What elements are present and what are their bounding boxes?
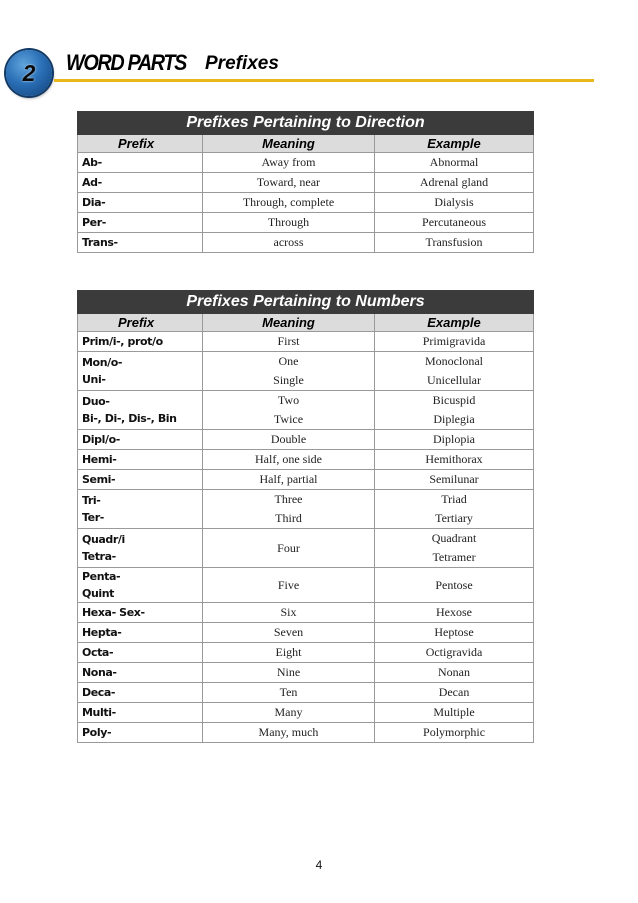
- example-cell-text: Heptose: [434, 625, 474, 639]
- example-cell-text: Quadrant: [431, 531, 477, 545]
- number-prefixes-table: [77, 290, 534, 743]
- example-cell: [375, 233, 534, 253]
- meaning-cell: [203, 723, 375, 743]
- example-cell: [375, 450, 534, 470]
- table-row: [78, 470, 534, 490]
- prefix-cell-text: Ter-: [82, 511, 104, 524]
- table-row: [78, 352, 534, 391]
- prefix-cell-text: Hemi-: [82, 453, 117, 466]
- page-number: 4: [315, 858, 323, 872]
- prefix-cell-text: Quadr/i: [82, 533, 125, 546]
- prefix-cell: [78, 529, 203, 568]
- table-row: [78, 213, 534, 233]
- example-cell: [375, 391, 534, 430]
- prefix-cell-text: Bi-, Di-, Dis-, Bin: [82, 412, 177, 425]
- example-cell-text: Tertiary: [435, 511, 473, 525]
- meaning-cell: [203, 603, 375, 623]
- column-header-example: Example: [375, 135, 534, 153]
- prefix-cell: [78, 391, 203, 430]
- prefix-cell: [78, 603, 203, 623]
- meaning-cell: [203, 352, 375, 391]
- example-cell-text: Primigravida: [422, 334, 486, 348]
- meaning-cell: [203, 643, 375, 663]
- example-cell-text: Tetramer: [432, 550, 476, 564]
- prefix-cell-text: Uni-: [82, 373, 106, 386]
- header-rule: [54, 79, 594, 82]
- chapter-badge: [6, 50, 52, 96]
- column-header-meaning: Meaning: [203, 314, 375, 332]
- prefix-cell-text: Tetra-: [82, 550, 116, 563]
- meaning-cell: [203, 663, 375, 683]
- example-cell: [375, 173, 534, 193]
- example-cell-text: Hemithorax: [425, 452, 483, 466]
- example-cell-text: Polymorphic: [423, 725, 486, 739]
- example-cell-text: Monoclonal: [425, 354, 484, 368]
- prefix-cell: [78, 153, 203, 173]
- table-row: [78, 391, 534, 430]
- meaning-cell-text: First: [277, 334, 300, 348]
- example-cell-text: Dialysis: [434, 195, 474, 209]
- table-row: [78, 153, 534, 173]
- table-body: [78, 153, 534, 253]
- prefix-cell-text: Quint: [82, 587, 115, 600]
- meaning-cell-text: Six: [280, 605, 297, 619]
- prefix-cell: [78, 623, 203, 643]
- example-cell: [375, 603, 534, 623]
- example-cell: [375, 213, 534, 233]
- prefix-cell-text: Ab-: [82, 156, 102, 169]
- meaning-cell: [203, 529, 375, 568]
- prefix-cell: [78, 470, 203, 490]
- example-cell: [375, 663, 534, 683]
- example-cell: [375, 703, 534, 723]
- section-title: WORD PARTS: [66, 50, 186, 75]
- example-cell: [375, 430, 534, 450]
- prefix-cell-text: Trans-: [82, 236, 118, 249]
- table-caption: Prefixes Pertaining to Numbers: [78, 291, 534, 314]
- prefix-cell: [78, 723, 203, 743]
- column-header-prefix: Prefix: [78, 135, 203, 153]
- example-cell: [375, 529, 534, 568]
- meaning-cell: [203, 450, 375, 470]
- example-cell-text: Diplopia: [433, 432, 476, 446]
- prefix-cell-text: Nona-: [82, 666, 117, 679]
- meaning-cell: [203, 332, 375, 352]
- prefix-cell: [78, 683, 203, 703]
- prefix-cell-text: Per-: [82, 216, 106, 229]
- table-row: [78, 568, 534, 603]
- meaning-cell-text: across: [273, 235, 304, 249]
- meaning-cell-text: Double: [270, 432, 307, 446]
- table-row: [78, 193, 534, 213]
- prefix-cell-text: Ad-: [82, 176, 102, 189]
- meaning-cell-text: Twice: [273, 412, 304, 426]
- example-cell: [375, 683, 534, 703]
- example-cell: [375, 332, 534, 352]
- meaning-cell: [203, 623, 375, 643]
- example-cell-text: Hexose: [436, 605, 473, 619]
- prefix-cell-text: Multi-: [82, 706, 116, 719]
- prefix-cell: [78, 213, 203, 233]
- meaning-cell-text: Five: [277, 577, 300, 592]
- example-cell-text: Decan: [438, 685, 470, 699]
- prefix-cell-text: Dipl/o-: [82, 433, 120, 446]
- table-row: [78, 603, 534, 623]
- prefix-cell-text: Semi-: [82, 473, 116, 486]
- prefix-cell: [78, 450, 203, 470]
- example-cell-text: Multiple: [433, 705, 475, 719]
- meaning-cell: [203, 193, 375, 213]
- meaning-cell-text: Through, complete: [242, 195, 335, 209]
- table-row: [78, 450, 534, 470]
- example-cell: [375, 193, 534, 213]
- prefix-cell-text: Hepta-: [82, 626, 122, 639]
- prefix-cell: [78, 663, 203, 683]
- meaning-cell: [203, 213, 375, 233]
- prefix-cell: [78, 490, 203, 529]
- prefix-cell: [78, 332, 203, 352]
- table-row: [78, 529, 534, 568]
- example-cell-text: Semilunar: [429, 472, 479, 486]
- meaning-cell-text: Eight: [275, 645, 302, 659]
- meaning-cell-text: Nine: [276, 665, 301, 679]
- chapter-number: 2: [22, 59, 36, 86]
- prefix-cell: [78, 233, 203, 253]
- example-cell-text: Abnormal: [429, 155, 479, 169]
- page-header: [0, 0, 638, 100]
- table-row: [78, 683, 534, 703]
- prefix-cell: [78, 352, 203, 391]
- prefix-cell: [78, 430, 203, 450]
- prefix-cell: [78, 568, 203, 603]
- example-cell-text: Octigravida: [425, 645, 483, 659]
- meaning-cell-text: Ten: [279, 685, 298, 699]
- meaning-cell: [203, 153, 375, 173]
- example-cell-text: Adrenal gland: [419, 175, 489, 189]
- table-row: [78, 723, 534, 743]
- meaning-cell-text: Half, partial: [259, 472, 318, 486]
- meaning-cell-text: Away from: [261, 155, 316, 169]
- meaning-cell-text: Three: [274, 492, 303, 506]
- example-cell-text: Diplegia: [433, 412, 475, 426]
- example-cell-text: Transfusion: [425, 235, 483, 249]
- prefix-cell-text: Poly-: [82, 726, 112, 739]
- prefix-cell-text: Prim/i-, prot/o: [82, 335, 163, 348]
- table-row: [78, 643, 534, 663]
- meaning-cell-text: Four: [277, 540, 300, 555]
- example-cell: [375, 470, 534, 490]
- prefix-cell: [78, 643, 203, 663]
- prefix-cell-text: Tri-: [82, 494, 101, 507]
- column-header-prefix: Prefix: [78, 314, 203, 332]
- meaning-cell: [203, 391, 375, 430]
- meaning-cell: [203, 703, 375, 723]
- example-cell: [375, 623, 534, 643]
- prefix-cell: [78, 703, 203, 723]
- example-cell-text: Percutaneous: [422, 215, 486, 229]
- meaning-cell-text: Through: [267, 215, 310, 229]
- prefix-cell: [78, 193, 203, 213]
- table-row: [78, 233, 534, 253]
- example-cell-text: Triad: [441, 492, 467, 506]
- meaning-cell: [203, 233, 375, 253]
- meaning-cell-text: Many: [274, 705, 303, 719]
- example-cell-text: Unicellular: [427, 373, 481, 387]
- table-caption: Prefixes Pertaining to Direction: [78, 112, 534, 135]
- table-row: [78, 490, 534, 529]
- table-body: [78, 332, 534, 743]
- prefix-cell-text: Hexa- Sex-: [82, 606, 145, 619]
- prefix-cell-text: Deca-: [82, 686, 116, 699]
- prefix-cell-text: Mon/o-: [82, 356, 123, 369]
- prefix-cell-text: Octa-: [82, 646, 114, 659]
- table-row: [78, 430, 534, 450]
- column-header-meaning: Meaning: [203, 135, 375, 153]
- section-subtitle: Prefixes: [205, 53, 279, 74]
- meaning-cell-text: Half, one side: [255, 452, 322, 466]
- prefix-cell-text: Dia-: [82, 196, 106, 209]
- meaning-cell: [203, 470, 375, 490]
- meaning-cell-text: Toward, near: [256, 175, 321, 189]
- example-cell: [375, 153, 534, 173]
- example-cell: [375, 352, 534, 391]
- example-cell-text: Bicuspid: [432, 393, 476, 407]
- meaning-cell: [203, 683, 375, 703]
- meaning-cell-text: One: [278, 354, 299, 368]
- meaning-cell-text: Two: [277, 393, 300, 407]
- table-row: [78, 623, 534, 643]
- table-row: [78, 173, 534, 193]
- prefix-cell-text: Penta-: [82, 570, 121, 583]
- example-cell: [375, 723, 534, 743]
- table-row: [78, 663, 534, 683]
- table-row: [78, 703, 534, 723]
- column-header-example: Example: [375, 314, 534, 332]
- table-row: [78, 332, 534, 352]
- prefix-cell-text: Duo-: [82, 395, 110, 408]
- meaning-cell: [203, 568, 375, 603]
- example-cell-text: Nonan: [438, 665, 471, 679]
- meaning-cell: [203, 173, 375, 193]
- meaning-cell-text: Seven: [273, 625, 304, 639]
- prefix-cell: [78, 173, 203, 193]
- example-cell: [375, 643, 534, 663]
- meaning-cell-text: Third: [275, 511, 302, 525]
- meaning-cell-text: Many, much: [258, 725, 319, 739]
- example-cell: [375, 490, 534, 529]
- example-cell-text: Pentose: [435, 577, 473, 592]
- meaning-cell-text: Single: [273, 373, 304, 387]
- meaning-cell: [203, 430, 375, 450]
- direction-prefixes-table: [77, 111, 534, 253]
- meaning-cell: [203, 490, 375, 529]
- example-cell: [375, 568, 534, 603]
